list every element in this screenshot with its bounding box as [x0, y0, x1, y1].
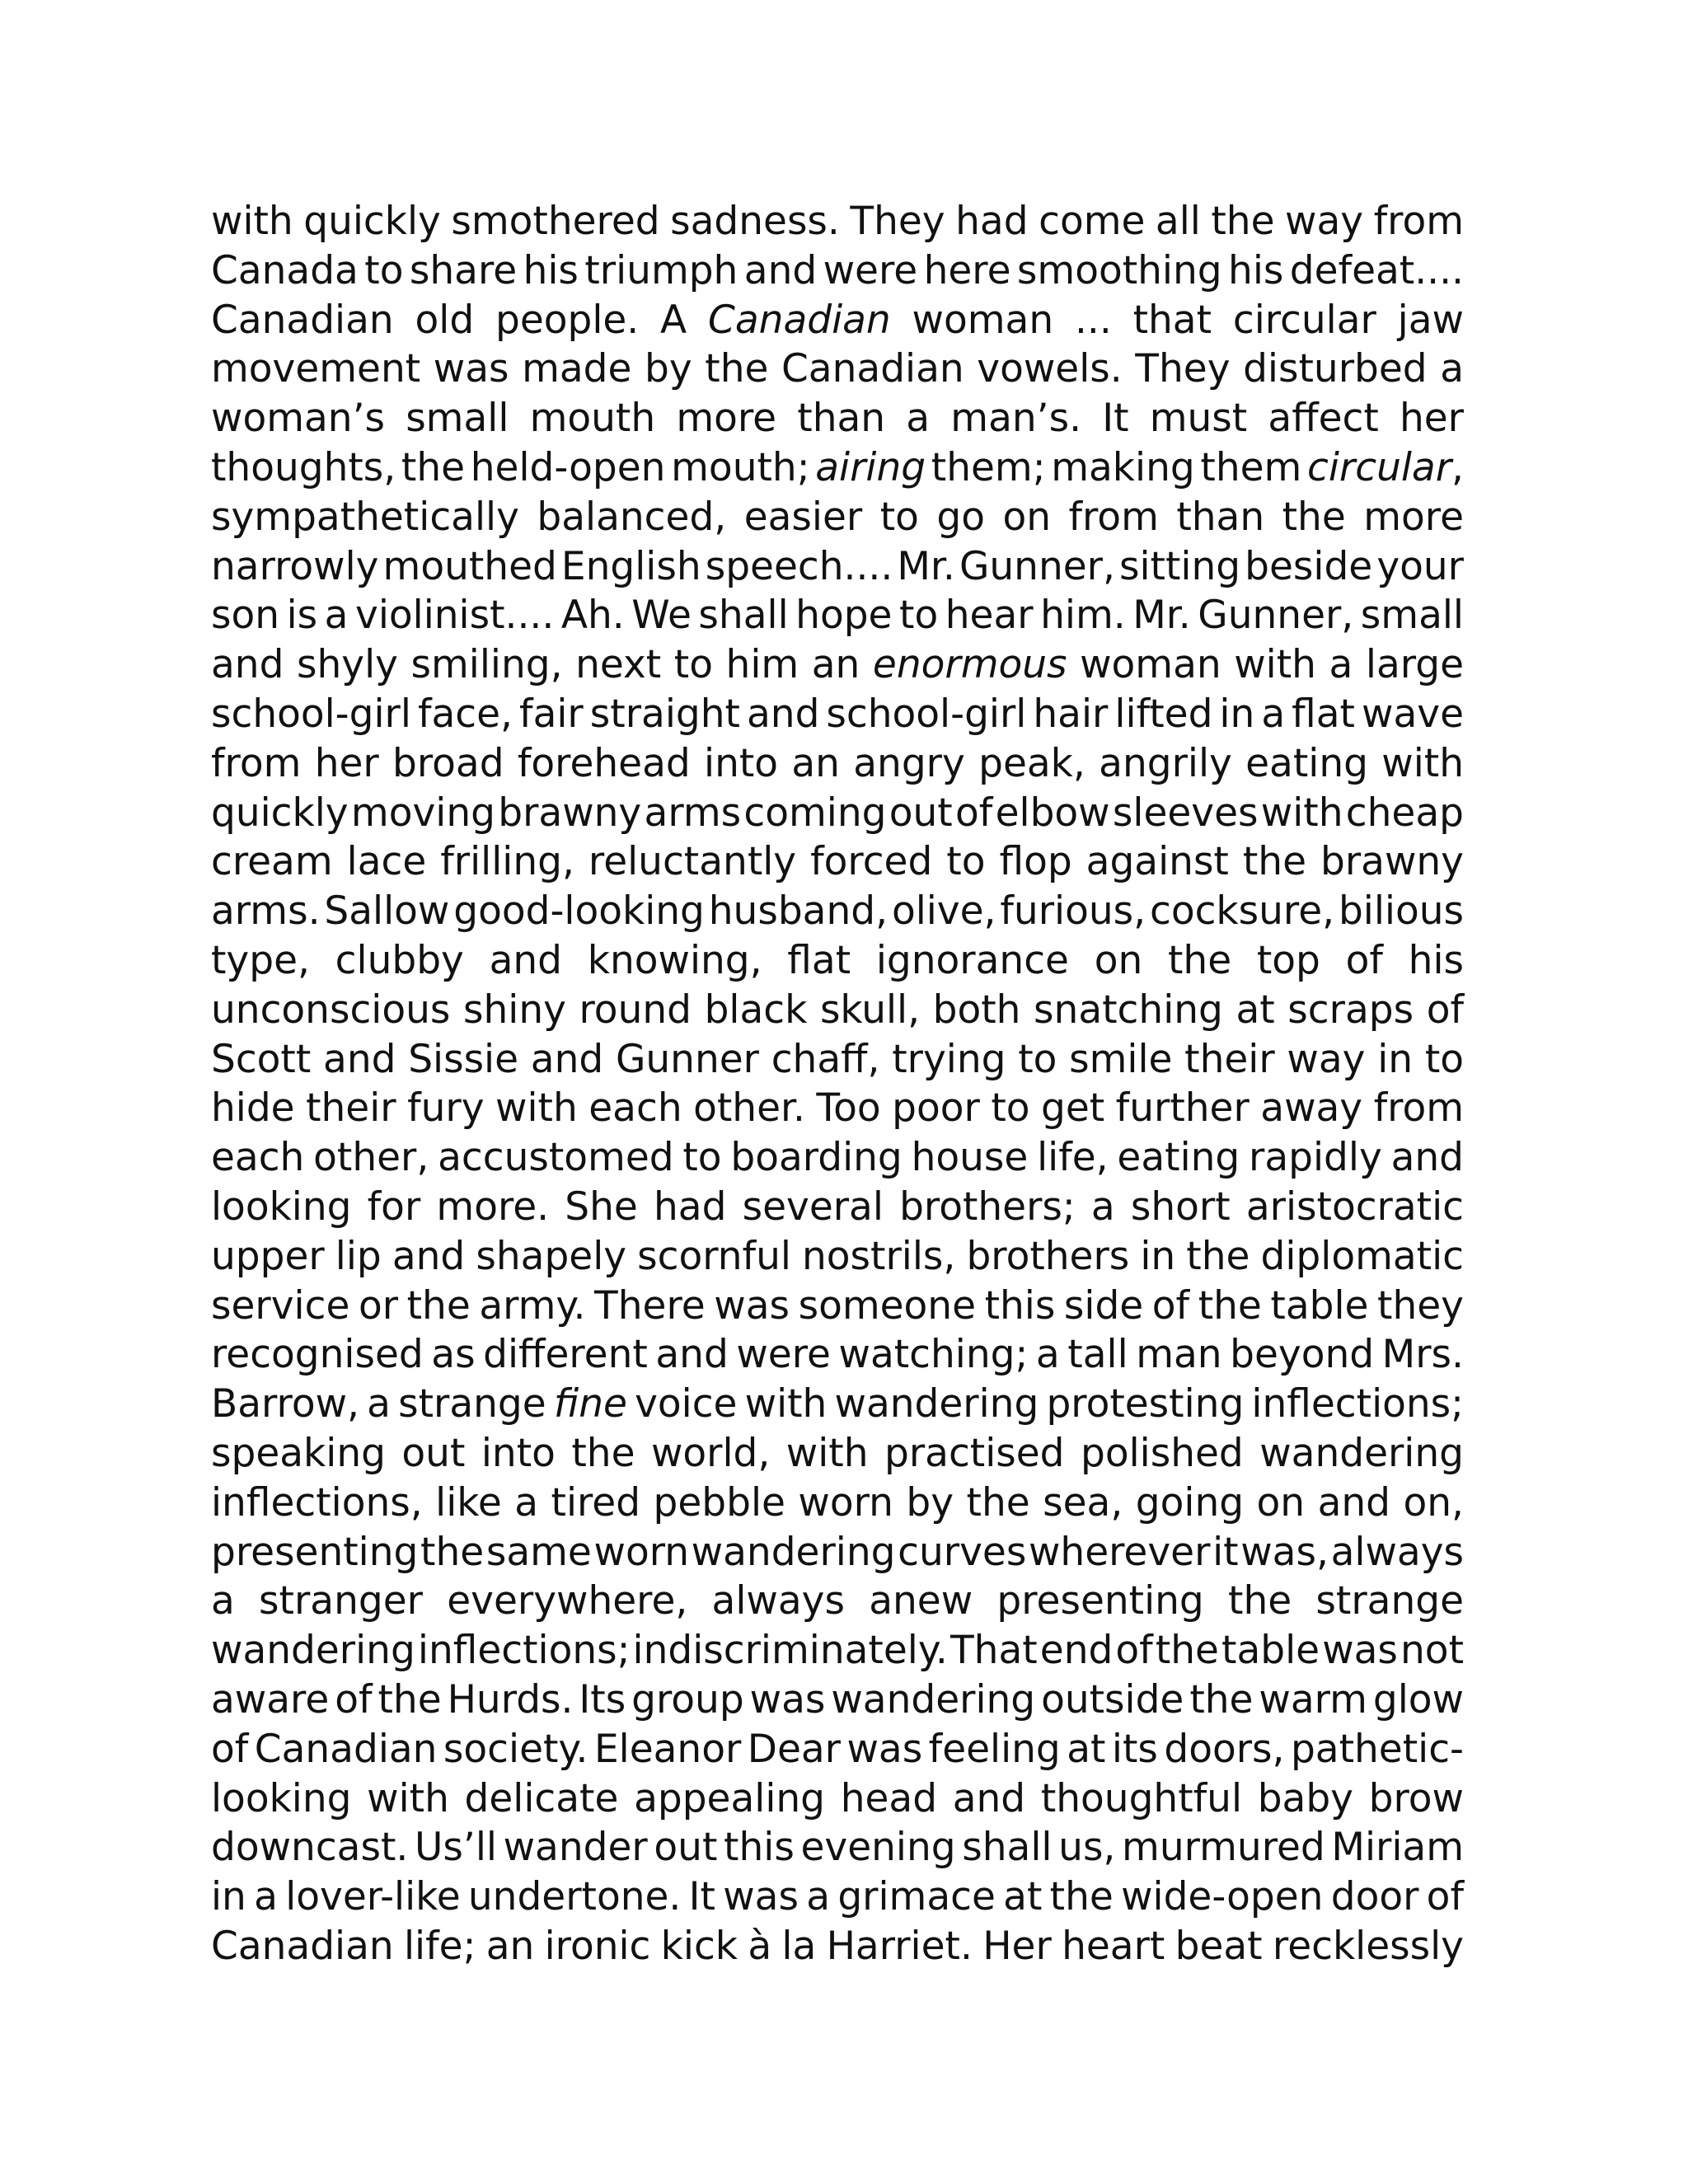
text-run: downcast. Us’ll wander out this evening shall us, murmured Miriam [211, 1825, 1464, 1871]
text-line [211, 1774, 1464, 1824]
text-run: sympathetically balanced, easier to go on from than the more [211, 494, 1464, 540]
text-line [211, 493, 1464, 542]
text-run: school-girl face, fair straight and school-girl hair lifted in a flat wave [211, 691, 1464, 737]
text-run: woman with a large [1067, 642, 1465, 688]
text-run: narrowly mouthed English speech.... Mr. Gunner, sitting beside your [211, 543, 1464, 589]
text-line [211, 1282, 1464, 1331]
text-line [211, 1922, 1464, 1971]
text-run: unconscious shiny round black skull, both snatching at scraps of [211, 987, 1464, 1033]
text-line [211, 1035, 1464, 1085]
text-run: son is a violinist.... Ah. We shall hope to hear him. Mr. Gunner, small [211, 593, 1464, 639]
text-line [211, 1330, 1464, 1380]
text-run: movement was made by the Canadian vowels. They disturbed a [211, 346, 1464, 392]
text-run: of Canadian society. Eleanor Dear was feeling at its doors, pathetic- [211, 1726, 1464, 1772]
text-line [211, 1084, 1464, 1133]
text-run: arms. Sallow good-looking husband, olive, furious, cocksure, bilious [211, 888, 1464, 935]
text-run: Canada to share his triumph and were here smoothing his defeat.... [211, 247, 1464, 293]
text-run: hide their fury with each other. Too poor to get further away from [211, 1085, 1464, 1132]
text-run: woman’s small mouth more than a man’s. It must affect her [211, 396, 1464, 442]
italic-word: circular [1307, 444, 1452, 490]
text-line [211, 197, 1464, 246]
text-line [211, 1380, 1464, 1429]
text-run: type, clubby and knowing, flat ignorance on the top of his [211, 937, 1464, 983]
text-run: quickly moving brawny arms coming out of elbow sleeves with cheap [211, 790, 1464, 836]
text-run: woman ... that circular jaw [890, 297, 1464, 343]
text-line [211, 1429, 1464, 1479]
text-run: presenting the same worn wandering curves wherever it was, always [211, 1529, 1464, 1575]
text-line [211, 936, 1464, 986]
text-line [211, 296, 1464, 345]
text-line [211, 542, 1464, 592]
italic-word: enormous [872, 642, 1067, 688]
text-line [211, 1872, 1464, 1922]
italic-word: airing [815, 444, 926, 490]
text-line [211, 1675, 1464, 1725]
text-run: looking for more. She had several brothers; a short aristocratic [211, 1183, 1464, 1230]
text-line [211, 986, 1464, 1035]
text-run: them; making them [926, 444, 1307, 490]
text-line [211, 1479, 1464, 1528]
text-line [211, 1626, 1464, 1675]
text-run: service or the army. There was someone this side of the table they [211, 1282, 1464, 1329]
text-line [211, 246, 1464, 296]
text-line [211, 443, 1464, 493]
text-line [211, 344, 1464, 394]
text-run: a stranger everywhere, always anew presenting the strange [211, 1578, 1464, 1624]
text-line [211, 789, 1464, 838]
italic-word: Canadian [708, 297, 891, 343]
italic-word: fine [553, 1381, 627, 1427]
text-line [211, 887, 1464, 936]
text-line [211, 1823, 1464, 1872]
text-run: Canadian old people. A [211, 297, 709, 343]
text-run: wandering inflections; indiscriminately. That end of the table was not [211, 1628, 1464, 1674]
text-run: aware of the Hurds. Its group was wandering outside the warm glow [211, 1676, 1464, 1722]
text-run: speaking out into the world, with practised polished wandering [211, 1430, 1464, 1476]
text-run: in a lover-like undertone. It was a grimace at the wide-open door of [211, 1874, 1464, 1920]
text-run: and shyly smiling, next to him an [211, 642, 873, 688]
text-line [211, 1577, 1464, 1626]
text-run: Canadian life; an ironic kick à la Harriet. Her heart beat recklessly [211, 1923, 1464, 1969]
text-run: from her broad forehead into an angry peak, angrily eating with [211, 740, 1464, 786]
text-run: recognised as different and were watching; a tall man beyond Mrs. [211, 1332, 1464, 1378]
text-line [211, 837, 1464, 887]
text-line [211, 394, 1464, 443]
text-line [211, 739, 1464, 789]
text-run: cream lace frilling, reluctantly forced to flop against the brawny [211, 839, 1464, 885]
text-line [211, 1232, 1464, 1282]
text-run: upper lip and shapely scornful nostrils, brothers in the diplomatic [211, 1233, 1464, 1279]
text-line [211, 1133, 1464, 1183]
text-line [211, 1183, 1464, 1232]
text-line [211, 690, 1464, 739]
text-line [211, 591, 1464, 640]
text-run: looking with delicate appealing head and thoughtful baby brow [211, 1775, 1464, 1821]
text-run: thoughts, the held-open mouth; [211, 444, 816, 490]
text-run: , [1451, 444, 1464, 490]
text-line [211, 1725, 1464, 1774]
text-run: each other, accustomed to boarding house life, eating rapidly and [211, 1135, 1464, 1181]
body-text [211, 197, 1464, 1971]
text-run: inflections, like a tired pebble worn by the sea, going on and on, [211, 1479, 1464, 1526]
text-line [211, 640, 1464, 690]
text-run: with quickly smothered sadness. They had come all the way from [211, 199, 1464, 244]
text-line [211, 1528, 1464, 1577]
text-run: voice with wandering protesting inflections; [626, 1381, 1464, 1427]
text-run: Scott and Sissie and Gunner chaff, trying to smile their way in to [211, 1036, 1464, 1082]
text-run: Barrow, a strange [211, 1381, 554, 1427]
